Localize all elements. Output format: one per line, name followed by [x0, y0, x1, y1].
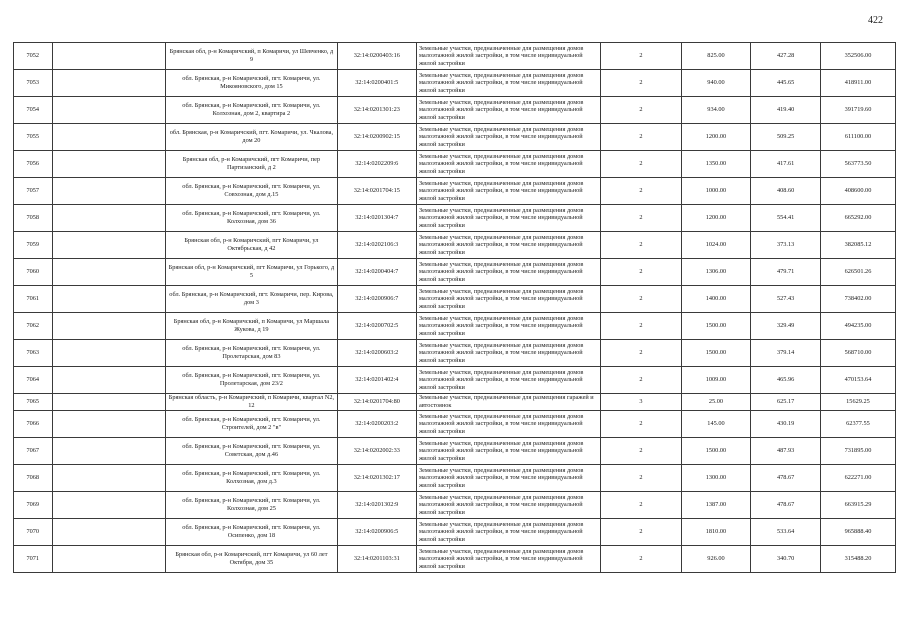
- category-cell: 2: [601, 151, 681, 178]
- address-cell: Брянская обл, р-н Комаричский, п Комаричи, ул Маршала Жукова, д 19: [166, 313, 337, 340]
- cadastral-value-cell: 738402.00: [820, 286, 895, 313]
- row-number: 7058: [14, 205, 53, 232]
- category-cell: 2: [601, 205, 681, 232]
- page-number: 422: [868, 15, 883, 26]
- area-cell: 934.00: [681, 97, 751, 124]
- cadastral-number-cell: 32:14:0201103:31: [337, 546, 416, 573]
- category-cell: 2: [601, 43, 681, 70]
- cadastral-number-cell: 32:14:0200403:16: [337, 43, 416, 70]
- category-cell: 2: [601, 70, 681, 97]
- cadastral-number-cell: 32:14:0201304:7: [337, 205, 416, 232]
- cadastral-number-cell: 32:14:0201704:15: [337, 178, 416, 205]
- area-cell: 1000.00: [681, 178, 751, 205]
- cadastral-value-cell: 731895.00: [820, 438, 895, 465]
- address-cell: обл. Брянская, р-н Комаричский, пгт. Комаричи, пер. Кирова, дом 3: [166, 286, 337, 313]
- category-cell: 2: [601, 124, 681, 151]
- address-cell: обл. Брянская, р-н Комаричский, пгт. Комаричи, ул. Совхозная, дом д.15: [166, 178, 337, 205]
- table-row: [14, 313, 896, 340]
- category-cell: 2: [601, 367, 681, 394]
- unit-price-cell: 625.17: [751, 394, 821, 411]
- row-number: 7052: [14, 43, 53, 70]
- table-row: [14, 178, 896, 205]
- land-use-cell: Земельные участки, предназначенные для размещения домов малоэтажной жилой застройки, в том числе индивидуальной жилой застройки: [416, 232, 600, 259]
- land-use-cell: Земельные участки, предназначенные для размещения гаражей и автостоянок: [416, 394, 600, 411]
- empty-cell: [52, 438, 166, 465]
- empty-cell: [52, 411, 166, 438]
- cadastral-value-cell: 470153.64: [820, 367, 895, 394]
- land-use-cell: Земельные участки, предназначенные для размещения домов малоэтажной жилой застройки, в том числе индивидуальной жилой застройки: [416, 70, 600, 97]
- cadastral-value-cell: 663915.29: [820, 492, 895, 519]
- unit-price-cell: 465.96: [751, 367, 821, 394]
- area-cell: 940.00: [681, 70, 751, 97]
- row-number: 7062: [14, 313, 53, 340]
- land-use-cell: Земельные участки, предназначенные для размещения домов малоэтажной жилой застройки, в том числе индивидуальной жилой застройки: [416, 340, 600, 367]
- cadastral-value-cell: 965888.40: [820, 519, 895, 546]
- table-row: [14, 259, 896, 286]
- cadastral-number-cell: 32:14:0201302:9: [337, 492, 416, 519]
- table-row: [14, 546, 896, 573]
- row-number: 7061: [14, 286, 53, 313]
- area-cell: 25.00: [681, 394, 751, 411]
- address-cell: Брянская обл, р-н Комаричский, пгт Комаричи, ул Горького, д 5: [166, 259, 337, 286]
- table-row: [14, 411, 896, 438]
- table-row: [14, 151, 896, 178]
- cadastral-number-cell: 32:14:0200906:5: [337, 519, 416, 546]
- cadastral-number-cell: 32:14:0200906:7: [337, 286, 416, 313]
- cadastral-number-cell: 32:14:0200401:5: [337, 70, 416, 97]
- area-cell: 1200.00: [681, 124, 751, 151]
- land-use-cell: Земельные участки, предназначенные для размещения домов малоэтажной жилой застройки, в том числе индивидуальной жилой застройки: [416, 178, 600, 205]
- cadastral-number-cell: 32:14:0202209:6: [337, 151, 416, 178]
- cadastral-number-cell: 32:14:0202002:33: [337, 438, 416, 465]
- unit-price-cell: 479.71: [751, 259, 821, 286]
- table-row: [14, 43, 896, 70]
- land-use-cell: Земельные участки, предназначенные для размещения домов малоэтажной жилой застройки, в том числе индивидуальной жилой застройки: [416, 367, 600, 394]
- land-use-cell: Земельные участки, предназначенные для размещения домов малоэтажной жилой застройки, в том числе индивидуальной жилой застройки: [416, 411, 600, 438]
- unit-price-cell: 430.19: [751, 411, 821, 438]
- cadastral-number-cell: 32:14:0200702:5: [337, 313, 416, 340]
- category-cell: 2: [601, 178, 681, 205]
- row-number: 7064: [14, 367, 53, 394]
- row-number: 7067: [14, 438, 53, 465]
- empty-cell: [52, 492, 166, 519]
- land-use-cell: Земельные участки, предназначенные для размещения домов малоэтажной жилой застройки, в том числе индивидуальной жилой застройки: [416, 205, 600, 232]
- category-cell: 2: [601, 286, 681, 313]
- cadastral-value-cell: 408600.00: [820, 178, 895, 205]
- unit-price-cell: 527.43: [751, 286, 821, 313]
- table-row: [14, 205, 896, 232]
- table-row: [14, 465, 896, 492]
- cadastral-value-cell: 626501.26: [820, 259, 895, 286]
- row-number: 7054: [14, 97, 53, 124]
- area-cell: 1500.00: [681, 313, 751, 340]
- unit-price-cell: 509.25: [751, 124, 821, 151]
- unit-price-cell: 478.67: [751, 465, 821, 492]
- empty-cell: [52, 70, 166, 97]
- land-use-cell: Земельные участки, предназначенные для размещения домов малоэтажной жилой застройки, в том числе индивидуальной жилой застройки: [416, 259, 600, 286]
- cadastral-number-cell: 32:14:0200404:7: [337, 259, 416, 286]
- address-cell: обл. Брянская, р-н Комаричский, пгт. Комаричи, ул. Колхозная, дом 25: [166, 492, 337, 519]
- row-number: 7069: [14, 492, 53, 519]
- unit-price-cell: 417.61: [751, 151, 821, 178]
- area-cell: 1300.00: [681, 465, 751, 492]
- table-row: [14, 367, 896, 394]
- land-registry-table: [13, 42, 896, 573]
- category-cell: 2: [601, 232, 681, 259]
- unit-price-cell: 373.13: [751, 232, 821, 259]
- cadastral-value-cell: 563773.50: [820, 151, 895, 178]
- category-cell: 2: [601, 519, 681, 546]
- address-cell: обл. Брянская, р-н Комаричский, пгт. Комаричи, ул. Колхозная, дом 36: [166, 205, 337, 232]
- address-cell: обл. Брянская, р-н Комаричский, пгт. Комаричи, ул. Строителей, дом 2 "в": [166, 411, 337, 438]
- area-cell: 1500.00: [681, 438, 751, 465]
- empty-cell: [52, 205, 166, 232]
- unit-price-cell: 487.93: [751, 438, 821, 465]
- category-cell: 2: [601, 411, 681, 438]
- row-number: 7060: [14, 259, 53, 286]
- address-cell: Брянская обл, р-н Комаричский, пгт Комаричи, ул Октябрьская, д 42: [166, 232, 337, 259]
- table-row: [14, 438, 896, 465]
- cadastral-value-cell: 611100.00: [820, 124, 895, 151]
- cadastral-value-cell: 418911.00: [820, 70, 895, 97]
- table-row: [14, 232, 896, 259]
- table-row: [14, 286, 896, 313]
- row-number: 7071: [14, 546, 53, 573]
- cadastral-number-cell: 32:14:0200203:2: [337, 411, 416, 438]
- cadastral-value-cell: 352506.00: [820, 43, 895, 70]
- land-use-cell: Земельные участки, предназначенные для размещения домов малоэтажной жилой застройки, в том числе индивидуальной жилой застройки: [416, 97, 600, 124]
- cadastral-number-cell: 32:14:0201301:23: [337, 97, 416, 124]
- land-use-cell: Земельные участки, предназначенные для размещения домов малоэтажной жилой застройки, в том числе индивидуальной жилой застройки: [416, 492, 600, 519]
- empty-cell: [52, 151, 166, 178]
- unit-price-cell: 478.67: [751, 492, 821, 519]
- area-cell: 1024.00: [681, 232, 751, 259]
- land-use-cell: Земельные участки, предназначенные для размещения домов малоэтажной жилой застройки, в том числе индивидуальной жилой застройки: [416, 313, 600, 340]
- area-cell: 926.00: [681, 546, 751, 573]
- empty-cell: [52, 394, 166, 411]
- row-number: 7055: [14, 124, 53, 151]
- unit-price-cell: 340.70: [751, 546, 821, 573]
- cadastral-value-cell: 15629.25: [820, 394, 895, 411]
- cadastral-value-cell: 315488.20: [820, 546, 895, 573]
- cadastral-value-cell: 391719.60: [820, 97, 895, 124]
- unit-price-cell: 554.41: [751, 205, 821, 232]
- table-row: [14, 124, 896, 151]
- address-cell: обл. Брянская, р-н Комаричский, пгт. Комаричи, ул. Советская, дом д.46: [166, 438, 337, 465]
- area-cell: 1400.00: [681, 286, 751, 313]
- address-cell: Брянская обл, р-н Комаричский, п Комаричи, ул Шевченко, д 9: [166, 43, 337, 70]
- land-use-cell: Земельные участки, предназначенные для размещения домов малоэтажной жилой застройки, в том числе индивидуальной жилой застройки: [416, 124, 600, 151]
- unit-price-cell: 445.65: [751, 70, 821, 97]
- category-cell: 2: [601, 97, 681, 124]
- area-cell: 1200.00: [681, 205, 751, 232]
- area-cell: 825.00: [681, 43, 751, 70]
- empty-cell: [52, 97, 166, 124]
- cadastral-number-cell: 32:14:0201402:4: [337, 367, 416, 394]
- category-cell: 2: [601, 438, 681, 465]
- row-number: 7065: [14, 394, 53, 411]
- table-row: [14, 340, 896, 367]
- land-use-cell: Земельные участки, предназначенные для размещения домов малоэтажной жилой застройки, в том числе индивидуальной жилой застройки: [416, 465, 600, 492]
- cadastral-value-cell: 494235.00: [820, 313, 895, 340]
- table-row: [14, 97, 896, 124]
- empty-cell: [52, 546, 166, 573]
- row-number: 7053: [14, 70, 53, 97]
- empty-cell: [52, 465, 166, 492]
- empty-cell: [52, 340, 166, 367]
- address-cell: обл. Брянская, р-н Комаричский, пгт. Комаричи, ул. Чкалова, дом 20: [166, 124, 337, 151]
- empty-cell: [52, 232, 166, 259]
- land-use-cell: Земельные участки, предназначенные для размещения домов малоэтажной жилой застройки, в том числе индивидуальной жилой застройки: [416, 286, 600, 313]
- land-use-cell: Земельные участки, предназначенные для размещения домов малоэтажной жилой застройки, в том числе индивидуальной жилой застройки: [416, 519, 600, 546]
- row-number: 7063: [14, 340, 53, 367]
- empty-cell: [52, 178, 166, 205]
- address-cell: Брянская обл, р-н Комаричский, пгт Комаричи, ул 60 лет Октября, дом 35: [166, 546, 337, 573]
- cadastral-value-cell: 382085.12: [820, 232, 895, 259]
- unit-price-cell: 427.28: [751, 43, 821, 70]
- row-number: 7059: [14, 232, 53, 259]
- empty-cell: [52, 124, 166, 151]
- empty-cell: [52, 313, 166, 340]
- land-use-cell: Земельные участки, предназначенные для размещения домов малоэтажной жилой застройки, в том числе индивидуальной жилой застройки: [416, 151, 600, 178]
- category-cell: 2: [601, 546, 681, 573]
- row-number: 7057: [14, 178, 53, 205]
- area-cell: 145.00: [681, 411, 751, 438]
- land-use-cell: Земельные участки, предназначенные для размещения домов малоэтажной жилой застройки, в том числе индивидуальной жилой застройки: [416, 546, 600, 573]
- row-number: 7056: [14, 151, 53, 178]
- cadastral-value-cell: 622271.00: [820, 465, 895, 492]
- cadastral-number-cell: 32:14:0201704:80: [337, 394, 416, 411]
- unit-price-cell: 533.64: [751, 519, 821, 546]
- unit-price-cell: 408.60: [751, 178, 821, 205]
- empty-cell: [52, 286, 166, 313]
- area-cell: 1350.00: [681, 151, 751, 178]
- land-use-cell: Земельные участки, предназначенные для размещения домов малоэтажной жилой застройки, в том числе индивидуальной жилой застройки: [416, 43, 600, 70]
- address-cell: обл. Брянская, р-н Комаричский, пгт. Комаричи, ул. Пролетарская, дом 83: [166, 340, 337, 367]
- category-cell: 2: [601, 259, 681, 286]
- address-cell: обл. Брянская, р-н Комаричский, пгт. Комаричи, ул. Осипенко, дом 18: [166, 519, 337, 546]
- area-cell: 1387.00: [681, 492, 751, 519]
- table-row: [14, 394, 896, 411]
- empty-cell: [52, 259, 166, 286]
- unit-price-cell: 329.49: [751, 313, 821, 340]
- address-cell: обл. Брянская, р-н Комаричский, пгт. Комаричи, ул. Пролетарская, дом 23/2: [166, 367, 337, 394]
- row-number: 7066: [14, 411, 53, 438]
- row-number: 7070: [14, 519, 53, 546]
- unit-price-cell: 379.14: [751, 340, 821, 367]
- unit-price-cell: 419.40: [751, 97, 821, 124]
- address-cell: Брянская обл, р-н Комаричский, пгт Комаричи, пер Партизанский, д 2: [166, 151, 337, 178]
- area-cell: 1009.00: [681, 367, 751, 394]
- address-cell: обл. Брянская, р-н Комаричский, пгт. Комаричи, ул. Микояновского, дом 15: [166, 70, 337, 97]
- cadastral-number-cell: 32:14:0200603:2: [337, 340, 416, 367]
- address-cell: обл. Брянская, р-н Комаричский, пгт. Комаричи, ул. Колхозная, дом 2, квартира 2: [166, 97, 337, 124]
- category-cell: 2: [601, 340, 681, 367]
- category-cell: 2: [601, 313, 681, 340]
- cadastral-number-cell: 32:14:0200902:15: [337, 124, 416, 151]
- table-row: [14, 70, 896, 97]
- area-cell: 1810.00: [681, 519, 751, 546]
- cadastral-value-cell: 665292.00: [820, 205, 895, 232]
- area-cell: 1306.00: [681, 259, 751, 286]
- cadastral-number-cell: 32:14:0201302:17: [337, 465, 416, 492]
- cadastral-value-cell: 568710.00: [820, 340, 895, 367]
- land-use-cell: Земельные участки, предназначенные для размещения домов малоэтажной жилой застройки, в том числе индивидуальной жилой застройки: [416, 438, 600, 465]
- category-cell: 2: [601, 465, 681, 492]
- address-cell: обл. Брянская, р-н Комаричский, пгт. Комаричи, ул. Колхозная, дом д.3: [166, 465, 337, 492]
- empty-cell: [52, 43, 166, 70]
- cadastral-value-cell: 62377.55: [820, 411, 895, 438]
- table-row: [14, 492, 896, 519]
- cadastral-number-cell: 32:14:0202106:3: [337, 232, 416, 259]
- table-row: [14, 519, 896, 546]
- row-number: 7068: [14, 465, 53, 492]
- area-cell: 1500.00: [681, 340, 751, 367]
- empty-cell: [52, 519, 166, 546]
- category-cell: 2: [601, 492, 681, 519]
- category-cell: 3: [601, 394, 681, 411]
- address-cell: Брянская область, р-н Комаричский, п Комаричи, квартал N2, 12: [166, 394, 337, 411]
- empty-cell: [52, 367, 166, 394]
- table-body: [14, 43, 896, 573]
